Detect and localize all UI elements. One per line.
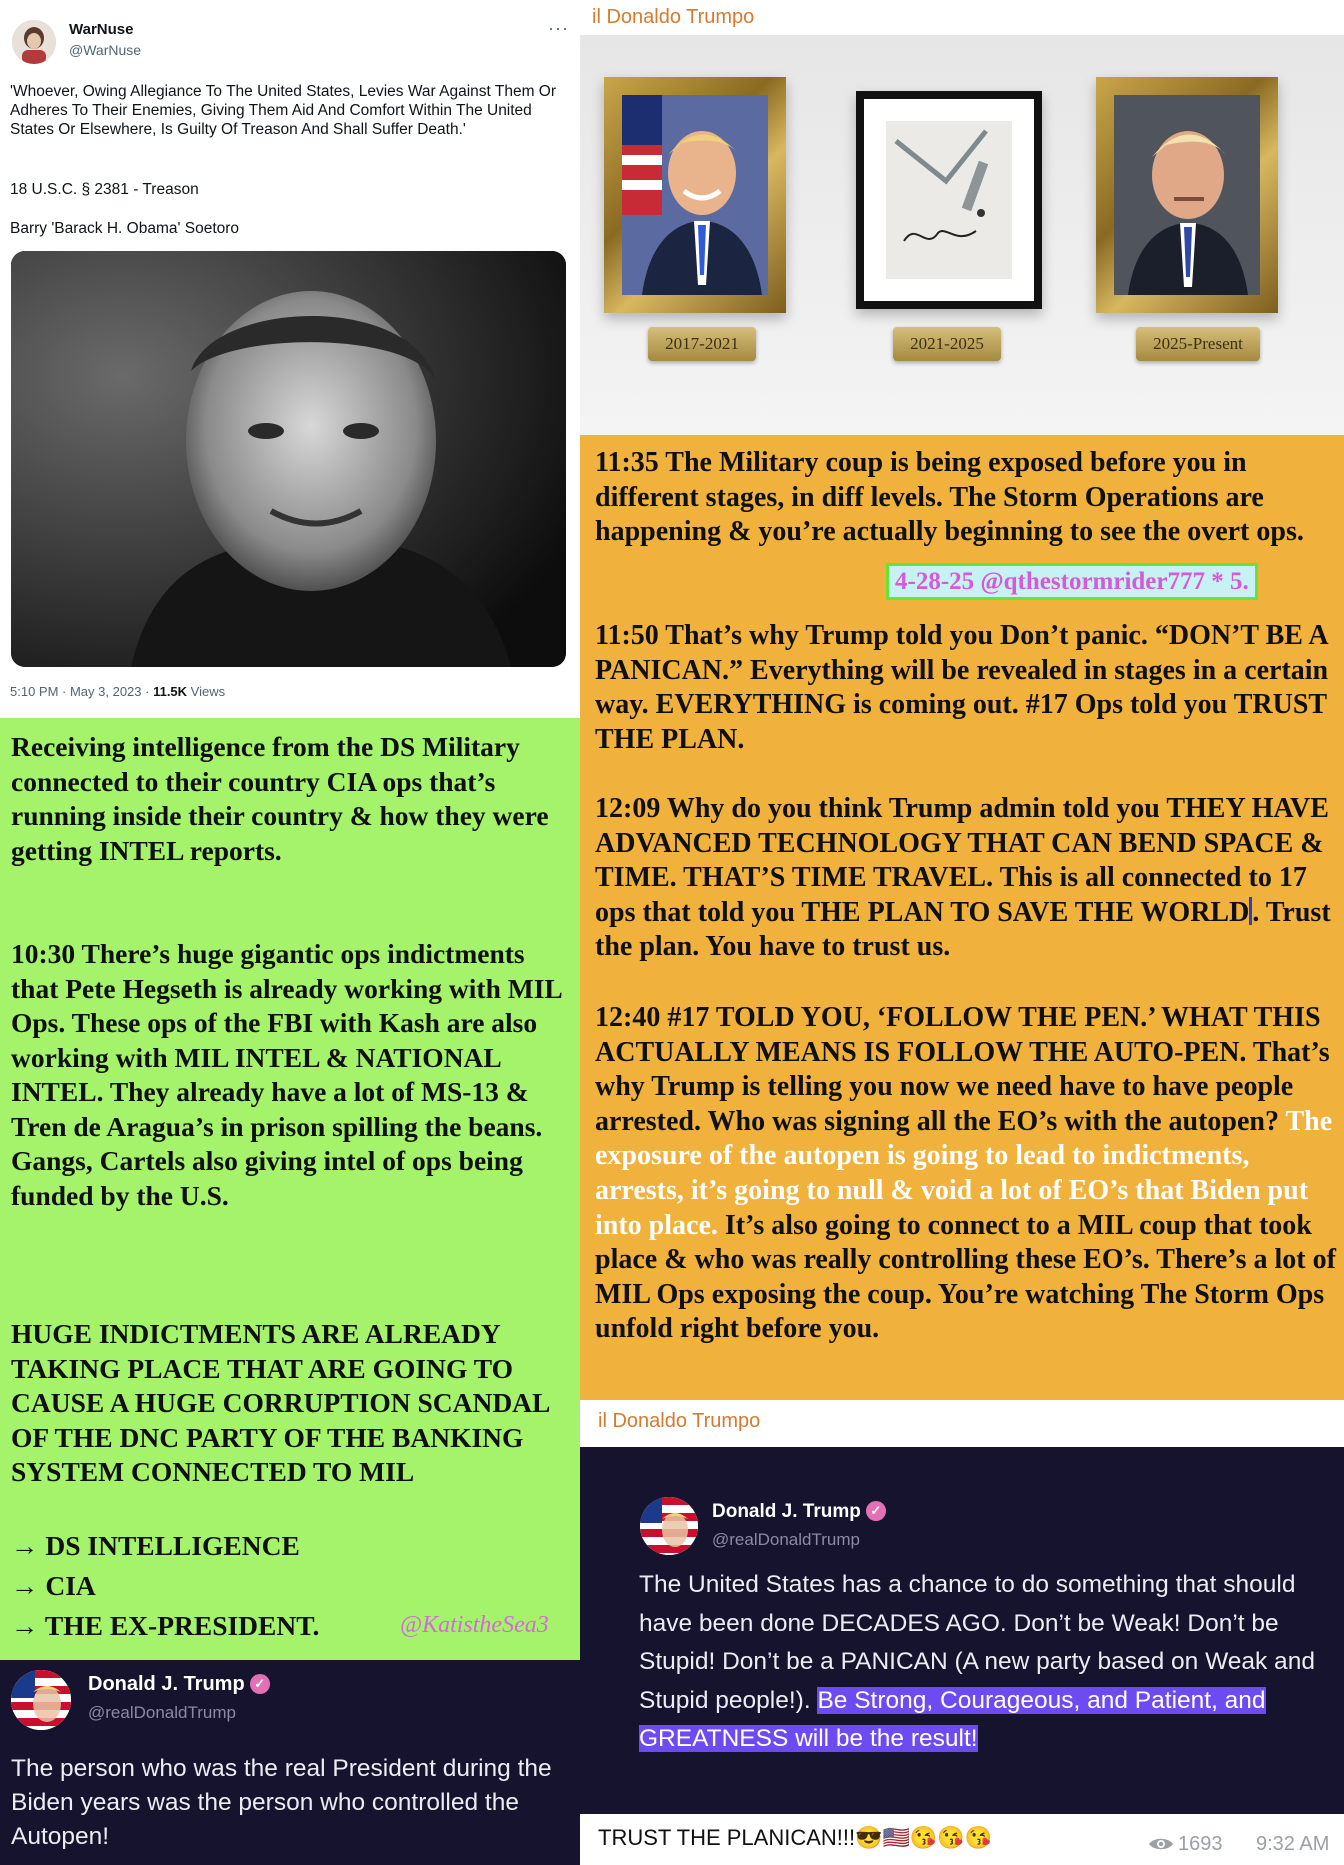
highlighted-white-text: The exposure of the autopen is going to lead to indictments, arrests, it’s going to null & void a lot of EO’s that Biden put into place. — [595, 1105, 1333, 1241]
avatar[interactable] — [12, 20, 56, 64]
presidential-frames-image[interactable] — [580, 35, 1344, 435]
channel-name[interactable]: il Donaldo Trumpo — [592, 6, 755, 28]
portrait-photo[interactable] — [11, 251, 566, 667]
author-handle[interactable]: @realDonaldTrump — [88, 1703, 236, 1722]
plaque-1: 2017-2021 — [648, 327, 756, 361]
author-name[interactable]: Donald J. Trump ✓ — [712, 1501, 886, 1523]
autopen-frame — [856, 91, 1042, 309]
green-paragraph-3: HUGE INDICTMENTS ARE ALREADY TAKING PLACE THAT ARE GOING TO CAUSE A HUGE CORRUPTION SCANDAL OF THE DNC PARTY OF THE BANKING SYSTEM CONNECTED TO MIL — [11, 1318, 549, 1487]
author-handle[interactable]: @WarNuse — [69, 42, 142, 58]
green-paragraph-1: Receiving intelligence from the DS Military connected to their country CIA ops that’s running inside their country & how they were getting INTEL reports. — [11, 731, 549, 866]
tweet-views-label: Views — [187, 684, 226, 699]
views-counter: 1693 — [1148, 1833, 1223, 1856]
verified-badge-icon: ✓ — [250, 1674, 270, 1694]
author-name[interactable]: Donald J. Trump ✓ — [88, 1673, 270, 1696]
selected-text-highlight: Be Strong, Courageous, and Patient, and GREATNESS will be the result! — [639, 1686, 1266, 1752]
arrow-item-2: → CIA — [11, 1570, 96, 1601]
post-text: The person who was the real President during the Biden years was the person who controlled the Autopen! — [11, 1755, 552, 1850]
portrait-frame-right — [1096, 77, 1278, 313]
verified-badge-icon: ✓ — [866, 1501, 886, 1521]
green-paragraph-2: 10:30 There’s huge gigantic ops indictments that Pete Hegseth is already working with MIL Ops. These ops of the FBI with Kash are also working with MIL INTEL & NATIONAL INTEL. They already have a lot of MS-13 & Tren de Aragua’s in prison spilling the beans. Gangs, Cartels also giving intel of ops being funded by the U.S. — [11, 938, 562, 1211]
plaque-2: 2021-2025 — [893, 327, 1001, 361]
orange-paragraph-4: 12:40 #17 TOLD YOU, ‘FOLLOW THE PEN.’ WHAT THIS ACTUALLY MEANS IS FOLLOW THE AUTO-PEN. That’s why Trump is telling you now we need have to have people arrested. Who was signing all the EO’s with the autopen? The exposure of the autopen is going to lead to indictments, arrests, it’s going to null & void a lot of EO’s that Biden put into place. It’s also going to connect to a MIL coup that took place & who was really controlling these EO’s. There’s a lot of MIL Ops exposing the coup. You’re watching The Storm Ops unfold right before you. — [595, 1002, 1336, 1345]
author-handle[interactable]: @realDonaldTrump — [712, 1530, 860, 1549]
avatar[interactable] — [11, 1670, 71, 1730]
arrow-item-3: → THE EX-PRESIDENT. — [11, 1610, 320, 1641]
plaque-3: 2025-Present — [1136, 327, 1260, 361]
orange-paragraph-2: 11:50 That’s why Trump told you Don’t panic. “DON’T BE A PANICAN.” Everything will be revealed in stages in a certain way. EVERYTHING is coming out. #17 Ops told you TRUST THE PLAN. — [595, 620, 1329, 755]
orange-paragraph-1: 11:35 The Military coup is being exposed before you in different stages, in diff levels. The Storm Operations are happening & you’re actually beginning to see the overt ops. — [595, 447, 1304, 548]
avatar[interactable] — [640, 1497, 698, 1555]
orange-paragraph-3: 12:09 Why do you think Trump admin told you THEY HAVE ADVANCED TECHNOLOGY THAT CAN BEND SPACE & TIME. THAT’S TIME TRAVEL. This is all connected to 17 ops that told you THE PLAN TO SAVE THE WORLD . Trust the plan. You have to trust us. — [595, 793, 1331, 963]
tweet-quote: 'Whoever, Owing Allegiance To The United States, Levies War Against Them Or Adheres To Their Enemies, Giving Them Aid And Comfort Within The United States Or Elsewhere, Is Guilty Of Treason And Shall Suffer Death.' — [10, 83, 557, 138]
eye-icon — [1148, 1836, 1174, 1852]
message-time: 9:32 AM — [1256, 1833, 1330, 1855]
message-caption: TRUST THE PLANICAN!!!😎🇺🇸😘😘😘 — [598, 1825, 993, 1850]
post-text: The United States has a chance to do something that should have been done DECADES AGO. Don’t be Weak! Don’t be Stupid! Don’t be a PANICAN (A new party based on Weak and Stupid people!). Be Strong, Courageous, and Patient, and GREATNESS will be the result! — [639, 1571, 1315, 1752]
tweet-meta — [10, 684, 225, 699]
tweet-subject: Barry 'Barack H. Obama' Soetoro — [10, 220, 240, 237]
author-name[interactable]: WarNuse — [69, 21, 134, 38]
date-stamp: 4-28-25 @qthestormrider777 * 5. — [886, 563, 1258, 600]
tweet-citation: 18 U.S.C. § 2381 - Treason — [10, 181, 199, 198]
portrait-frame-left — [604, 77, 786, 313]
channel-name[interactable]: il Donaldo Trumpo — [598, 1410, 761, 1432]
tweet-timestamp[interactable]: 5:10 PM · May 3, 2023 · — [10, 684, 154, 699]
more-options-icon[interactable]: ··· — [548, 18, 569, 38]
tweet-views-count: 11.5K — [153, 684, 188, 699]
signature-watermark: @KatistheSea3 — [400, 1612, 549, 1638]
arrow-item-1: → DS INTELLIGENCE — [11, 1530, 300, 1561]
